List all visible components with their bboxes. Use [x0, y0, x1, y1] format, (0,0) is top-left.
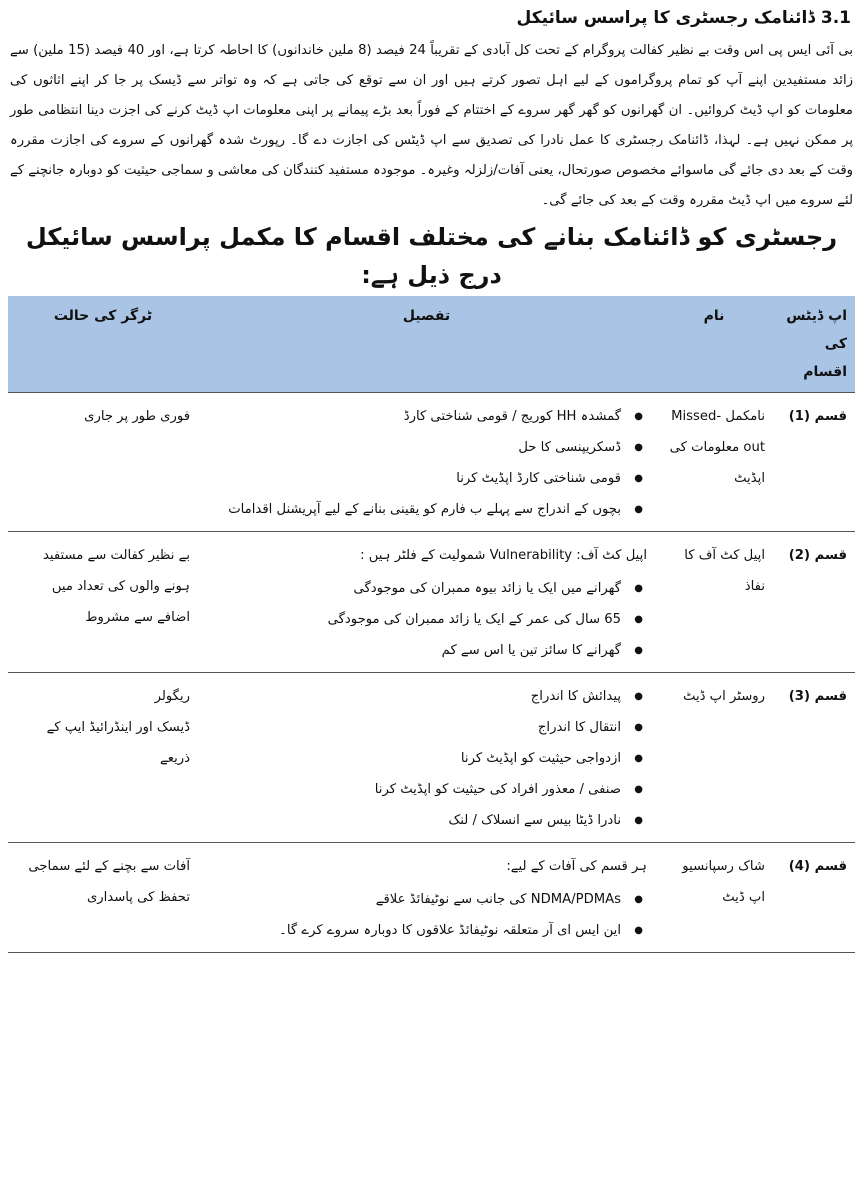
header-detail: تفصیل — [198, 296, 655, 393]
detail-bullet-item: ● گھرانے کا سائز تین یا اس سے کم — [206, 635, 621, 666]
trigger-text: آفات سے بچنے کے لئے سماجی تحفظ کی پاسداری — [28, 859, 190, 905]
update-types-table — [8, 296, 855, 953]
table-title: رجسٹری کو ڈائنامک بنانے کی مختلف اقسام کا مکمل پراسس سائیکل درج ذیل ہے: — [25, 223, 838, 289]
header-type: اپ ڈیٹس کی اقسام — [773, 296, 855, 393]
detail-bullet-item: ● صنفی / معذور افراد کی حیثیت کو اپڈیٹ کرنا — [206, 774, 621, 805]
detail-bullet-item: ● نادرا ڈیٹا بیس سے انسلاک / لنک — [206, 805, 621, 836]
row-name: اپیل کٹ آف کا نفاذ — [655, 532, 773, 673]
trigger-text: بے نظیر کفالت سے مستفید ہونے والوں کی تعداد میں اضافے سے مشروط — [42, 548, 190, 625]
header-trigger: ٹرگر کی حالت — [8, 296, 198, 393]
row-type: قسم (1) — [773, 393, 855, 532]
trigger-text: ریگولر — [154, 689, 190, 704]
trigger-text: ڈیسک اور اینڈرائیڈ ایپ کے ذریعے — [46, 720, 190, 766]
detail-bullet-item: ● بچوں کے اندراج سے پہلے ب فارم کو یقینی بنانے کے لیے آپریشنل اقدامات — [206, 494, 621, 525]
table-row — [8, 673, 855, 843]
row-trigger — [8, 843, 198, 953]
detail-bullet-item: ● NDMA/PDMAs کی جانب سے نوٹیفائڈ علاقے — [206, 884, 621, 915]
row-detail — [198, 532, 655, 673]
intro-paragraph: بی آئی ایس پی اس وقت بے نظیر کفالت پروگرام کے تحت کل آبادی کے تقریباً 24 فیصد (8 ملین خاندانوں) کا احاطہ کرتا ہے، اور 40 فیصد (15 ملین) سے زائد مستفیدین اپنے آپ کو تمام پروگراموں کے لیے اہل تصور کرتے ہیں اور ان سے توقع کی جاتی ہے کہ وہ تواتر سے ڈیسک پر جا کر اپنے اثاثوں کی معلومات کو اپ ڈیٹ کروائیں۔ ان گھرانوں کو گھر گھر سروے کے اختتام کے فوراً بعد بڑے پیمانے پر اپنی معلومات اپ ڈیٹ کرنے کی اجزت دینا انتظامی طور پر ممکن نہیں ہے۔ لہذا، ڈائنامک رجسٹری کا عمل نادرا کی تصدیق سے اپ ڈیٹس کی اجازت دے گا۔ رپورٹ شدہ گھرانوں کے سروے کی اجازت مقررہ وقت کے بعد دی جائے گی ماسوائے مخصوص صورتحال، یعنی آفات/زلزلہ وغیرہ۔ موجودہ مستفید کنندگان کی معاشی و سماجی حیثیت کو دوبارہ جانچنے کے لئے سروے میں اپ ڈیٹ مقررہ وقت کے بعد کی جائے گی۔ — [10, 43, 854, 208]
row-name: روسٹر اپ ڈیٹ — [655, 673, 773, 843]
table-body — [8, 393, 855, 953]
row-type: قسم (4) — [773, 843, 855, 953]
row-detail — [198, 843, 655, 953]
detail-bullet-item: ● این ایس ای آر متعلقہ نوٹیفائڈ علاقوں کا دوبارہ سروے کرے گا۔ — [206, 915, 621, 946]
detail-bullet-item: ● انتقال کا اندراج — [206, 712, 621, 743]
table-header-row — [8, 296, 855, 393]
detail-intro: ہر قسم کی آفات کے لیے: — [506, 859, 647, 874]
detail-bullet-item: ● گمشدہ HH کوریج / قومی شناختی کارڈ — [206, 401, 621, 432]
detail-bullet-list — [206, 401, 647, 525]
detail-bullet-list — [206, 884, 647, 946]
row-name: نامکمل Missed-out معلومات کی اپڈیٹ — [655, 393, 773, 532]
table-row — [8, 393, 855, 532]
table-row — [8, 843, 855, 953]
detail-bullet-item: ● 65 سال کی عمر کے ایک یا زائد ممبران کی موجودگی — [206, 604, 621, 635]
row-type: قسم (2) — [773, 532, 855, 673]
table-row — [8, 532, 855, 673]
header-name: نام — [655, 296, 773, 393]
row-trigger — [8, 532, 198, 673]
row-trigger — [8, 673, 198, 843]
detail-bullet-item: ● پیدائش کا اندراج — [206, 681, 621, 712]
detail-bullet-item: ● گھرانے میں ایک یا زائد بیوہ ممبران کی موجودگی — [206, 573, 621, 604]
document-page — [8, 6, 855, 953]
row-name: شاک رسپانسیو اپ ڈیٹ — [655, 843, 773, 953]
trigger-text: فوری طور پر جاری — [84, 409, 190, 424]
row-detail — [198, 673, 655, 843]
detail-bullet-item: ● ازدواجی حیثیت کو اپڈیٹ کرنا — [206, 743, 621, 774]
section-title: 3.1 ڈائنامک رجسٹری کا پراسس سائیکل — [516, 8, 851, 28]
detail-bullet-item: ● قومی شناختی کارڈ اپڈیٹ کرنا — [206, 463, 621, 494]
row-detail — [198, 393, 655, 532]
row-trigger — [8, 393, 198, 532]
detail-bullet-list — [206, 573, 647, 666]
detail-intro: اپیل کٹ آف: Vulnerability شمولیت کے فلٹر ہیں : — [360, 548, 647, 563]
row-type: قسم (3) — [773, 673, 855, 843]
detail-bullet-item: ● ڈسکریپنسی کا حل — [206, 432, 621, 463]
detail-bullet-list — [206, 681, 647, 836]
